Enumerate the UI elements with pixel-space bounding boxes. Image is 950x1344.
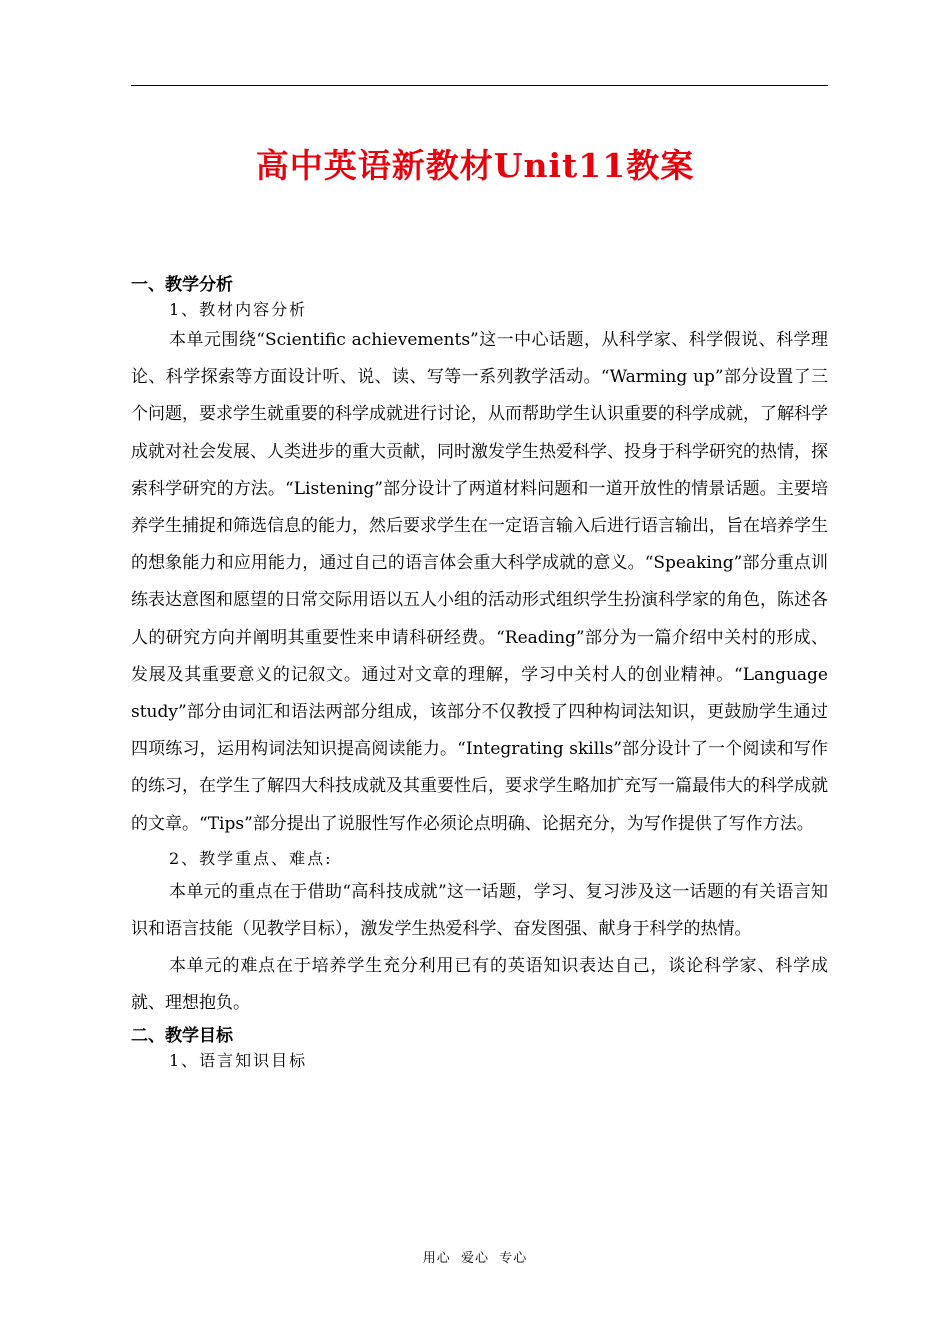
document-body — [131, 272, 828, 1073]
paragraph-material-analysis: 本单元围绕“Scientific achievements”这一中心话题，从科学家、科学假说、科学理论、科学探索等方面设计听、说、读、写等一系列教学活动。“Warming up”部分设置了三个问题，要求学生就重要的科学成就进行讨论，从而帮助学生认识重要的科学成就，了解科学成就对社会发展、人类进步的重大贡献，同时激发学生热爱科学、投身于科学研究的热情，探索科学研究的方法。“Listening”部分设计了两道材料问题和一道开放性的情景话题。主要培养学生捕捉和筛选信息的能力，然后要求学生在一定语言输入后进行语言输出，旨在培养学生的想象能力和应用能力，通过自己的语言体会重大科学成就的意义。“Speaking”部分重点训练表达意图和愿望的日常交际用语以五人小组的活动形式组织学生扮演科学家的角色，陈述各人的研究方向并阐明其重要性来申请科研经费。“Reading”部分为一篇介绍中关村的形成、发展及其重要意义的记叙文。通过对文章的理解，学习中关村人的创业精神。“Language study”部分由词汇和语法两部分组成，该部分不仅教授了四种构词法知识，更鼓励学生通过四项练习，运用构词法知识提高阅读能力。“Integrating skills”部分设计了一个阅读和写作的练习，在学生了解四大科技成就及其重要性后，要求学生略加扩充写一篇最伟大的科学成就的文章。“Tips”部分提出了说服性写作必须论点明确、论据充分，为写作提供了写作方法。 — [131, 330, 828, 834]
sub-heading-key-points: 2、教学重点、难点: — [169, 848, 333, 868]
sub-heading-language-goals: 1、语言知识目标 — [169, 1050, 308, 1070]
document-title: 高中英语新教材Unit11教案 — [255, 146, 695, 185]
page-footer: 用心 爱心 专心 — [422, 1251, 528, 1266]
paragraph-difficulties: 本单元的难点在于培养学生充分利用已有的英语知识表达自己，谈论科学家、科学成就、理想抱负。 — [131, 956, 828, 1014]
paragraph-key-points: 本单元的重点在于借助“高科技成就”这一话题，学习、复习涉及这一话题的有关语言知识和语言技能（见教学目标），激发学生热爱科学、奋发图强、献身于科学的热情。 — [131, 881, 828, 940]
section-heading-teaching-analysis: 一、教学分析 — [131, 275, 233, 295]
sub-heading-material-analysis: 1、教材内容分析 — [169, 300, 308, 319]
header-rule — [131, 85, 828, 86]
section-heading-teaching-goals: 二、教学目标 — [131, 1025, 233, 1046]
